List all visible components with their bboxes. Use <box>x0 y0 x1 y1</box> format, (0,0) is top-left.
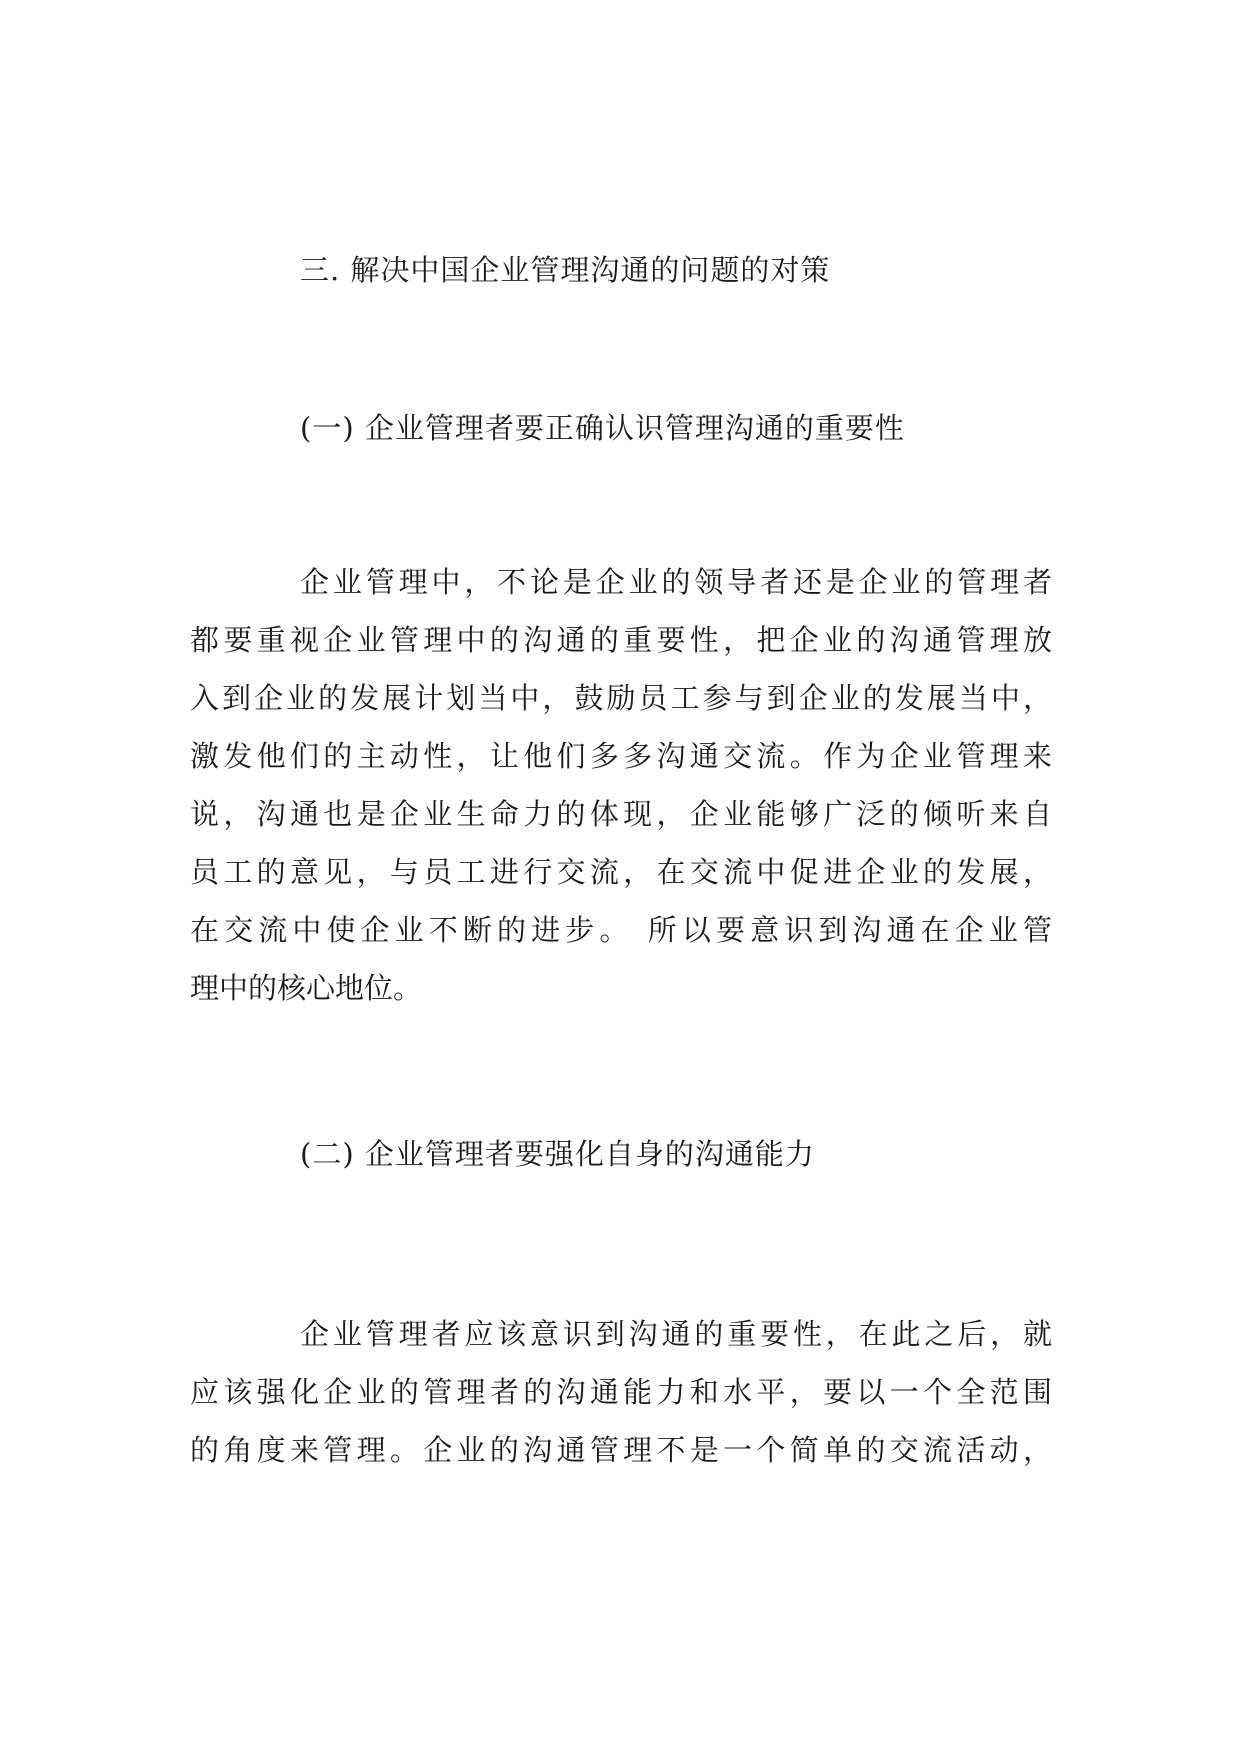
paragraph-line: 企业管理中，不论是企业的领导者还是企业的管理者 <box>300 565 1052 599</box>
subsection-2-heading: (二) 企业管理者要强化自身的沟通能力 <box>300 1137 815 1171</box>
paragraph-line: 的角度来管理。企业的沟通管理不是一个简单的交流活动， <box>190 1433 1052 1467</box>
subsection-1-heading: (一) 企业管理者要正确认识管理沟通的重要性 <box>300 411 905 445</box>
paragraph-line: 激发他们的主动性，让他们多多沟通交流。作为企业管理来 <box>190 739 1052 773</box>
paragraph-line: 员工的意见，与员工进行交流，在交流中促进企业的发展， <box>190 855 1052 889</box>
paragraph-line: 在交流中使企业不断的进步。 所以要意识到沟通在企业管 <box>190 913 1052 947</box>
paragraph-line: 企业管理者应该意识到沟通的重要性，在此之后，就 <box>300 1317 1052 1351</box>
paragraph-line: 入到企业的发展计划当中，鼓励员工参与到企业的发展当中， <box>190 681 1052 715</box>
paragraph-line: 说，沟通也是企业生命力的体现，企业能够广泛的倾听来自 <box>190 797 1052 831</box>
section-heading: 三. 解决中国企业管理沟通的问题的对策 <box>300 253 831 287</box>
paragraph-line: 应该强化企业的管理者的沟通能力和水平，要以一个全范围 <box>190 1375 1052 1409</box>
paragraph-line: 理中的核心地位。 <box>190 971 423 1005</box>
paragraph-line: 都要重视企业管理中的沟通的重要性，把企业的沟通管理放 <box>190 623 1052 657</box>
